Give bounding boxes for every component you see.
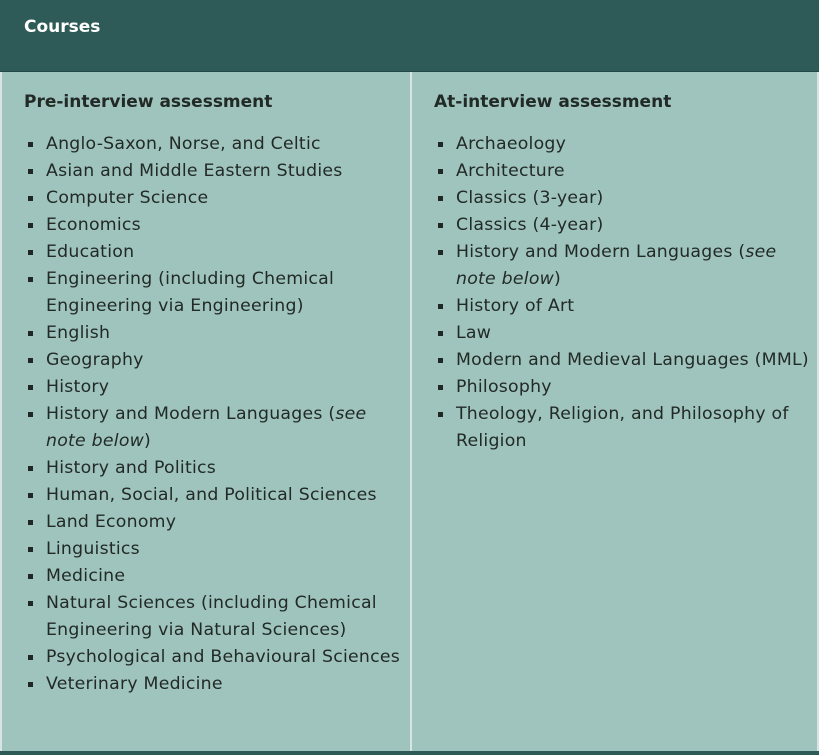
course-name: Anglo-Saxon, Norse, and Celtic [46,134,321,154]
course-list-item [28,266,403,320]
course-note: see note below [46,404,367,451]
square-bullet-icon [28,601,33,606]
square-bullet-icon [28,250,33,255]
course-name: History [46,377,110,397]
course-list-item [28,131,403,158]
course-name: Theology, Religion, and Philosophy of Religion [456,404,789,451]
course-list-item [28,509,403,536]
course-list-item [438,185,813,212]
course-list-item [28,239,403,266]
course-name: Law [456,323,492,343]
table-title: Courses [24,17,101,37]
course-name: Architecture [456,161,565,181]
pre-interview-list [28,131,403,698]
course-list-item [438,131,813,158]
course-name: Philosophy [456,377,552,397]
course-list-item [438,401,813,455]
square-bullet-icon [438,142,443,147]
course-name: Economics [46,215,141,235]
course-name: English [46,323,111,343]
course-name: History of Art [456,296,575,316]
course-list-item [28,185,403,212]
square-bullet-icon [28,682,33,687]
square-bullet-icon [28,358,33,363]
course-list-item [28,320,403,347]
course-list-item [28,401,403,455]
square-bullet-icon [438,223,443,228]
course-list-item [438,347,813,374]
course-list-item [438,239,813,293]
course-note: see note below [456,242,777,289]
course-name: Natural Sciences (including Chemical Engineering via Natural Sciences) [46,593,377,640]
course-list-item [28,644,403,671]
course-list-item [28,590,403,644]
course-name: Linguistics [46,539,140,559]
course-list-item [438,293,813,320]
square-bullet-icon [28,169,33,174]
course-note-close: ) [554,269,562,289]
course-name: Modern and Medieval Languages (MML) [456,350,809,370]
pre-interview-heading: Pre-interview assessment [24,92,273,112]
table-bottom-border [0,751,819,755]
square-bullet-icon [438,169,443,174]
course-list-item [28,671,403,698]
course-name: Geography [46,350,144,370]
course-name: Asian and Middle Eastern Studies [46,161,343,181]
course-name: Land Economy [46,512,177,532]
course-note-close: ) [144,431,152,451]
course-name: Engineering (including Chemical Engineering via Engineering) [46,269,335,316]
square-bullet-icon [438,385,443,390]
course-name: Medicine [46,566,126,586]
square-bullet-icon [438,250,443,255]
course-name: Computer Science [46,188,209,208]
at-interview-list [438,131,813,455]
course-list-item [438,212,813,239]
at-interview-heading: At-interview assessment [434,92,672,112]
square-bullet-icon [438,304,443,309]
square-bullet-icon [28,547,33,552]
square-bullet-icon [28,142,33,147]
course-list-item [28,482,403,509]
course-name: Psychological and Behavioural Sciences [46,647,400,667]
square-bullet-icon [28,223,33,228]
square-bullet-icon [28,385,33,390]
at-interview-column [410,72,819,752]
course-list-item [438,320,813,347]
course-list-item [28,455,403,482]
course-name: History and Politics [46,458,217,478]
square-bullet-icon [28,196,33,201]
course-list-item [438,158,813,185]
course-list-item [28,347,403,374]
pre-interview-column [0,72,410,752]
square-bullet-icon [28,520,33,525]
course-name: Education [46,242,135,262]
course-list-item [28,374,403,401]
square-bullet-icon [28,331,33,336]
course-list-item [28,212,403,239]
square-bullet-icon [438,412,443,417]
course-list-item [28,563,403,590]
course-name: Veterinary Medicine [46,674,223,694]
course-name: History and Modern Languages ( [456,242,746,262]
course-list-item [438,374,813,401]
table-header [0,0,819,72]
course-name: Classics (3-year) [456,188,604,208]
square-bullet-icon [438,196,443,201]
square-bullet-icon [28,412,33,417]
course-list-item [28,158,403,185]
square-bullet-icon [28,277,33,282]
square-bullet-icon [438,331,443,336]
course-name: Classics (4-year) [456,215,604,235]
course-name: Human, Social, and Political Sciences [46,485,377,505]
course-list-item [28,536,403,563]
square-bullet-icon [28,466,33,471]
square-bullet-icon [28,655,33,660]
course-name: Archaeology [456,134,567,154]
square-bullet-icon [438,358,443,363]
square-bullet-icon [28,574,33,579]
course-name: History and Modern Languages ( [46,404,336,424]
square-bullet-icon [28,493,33,498]
